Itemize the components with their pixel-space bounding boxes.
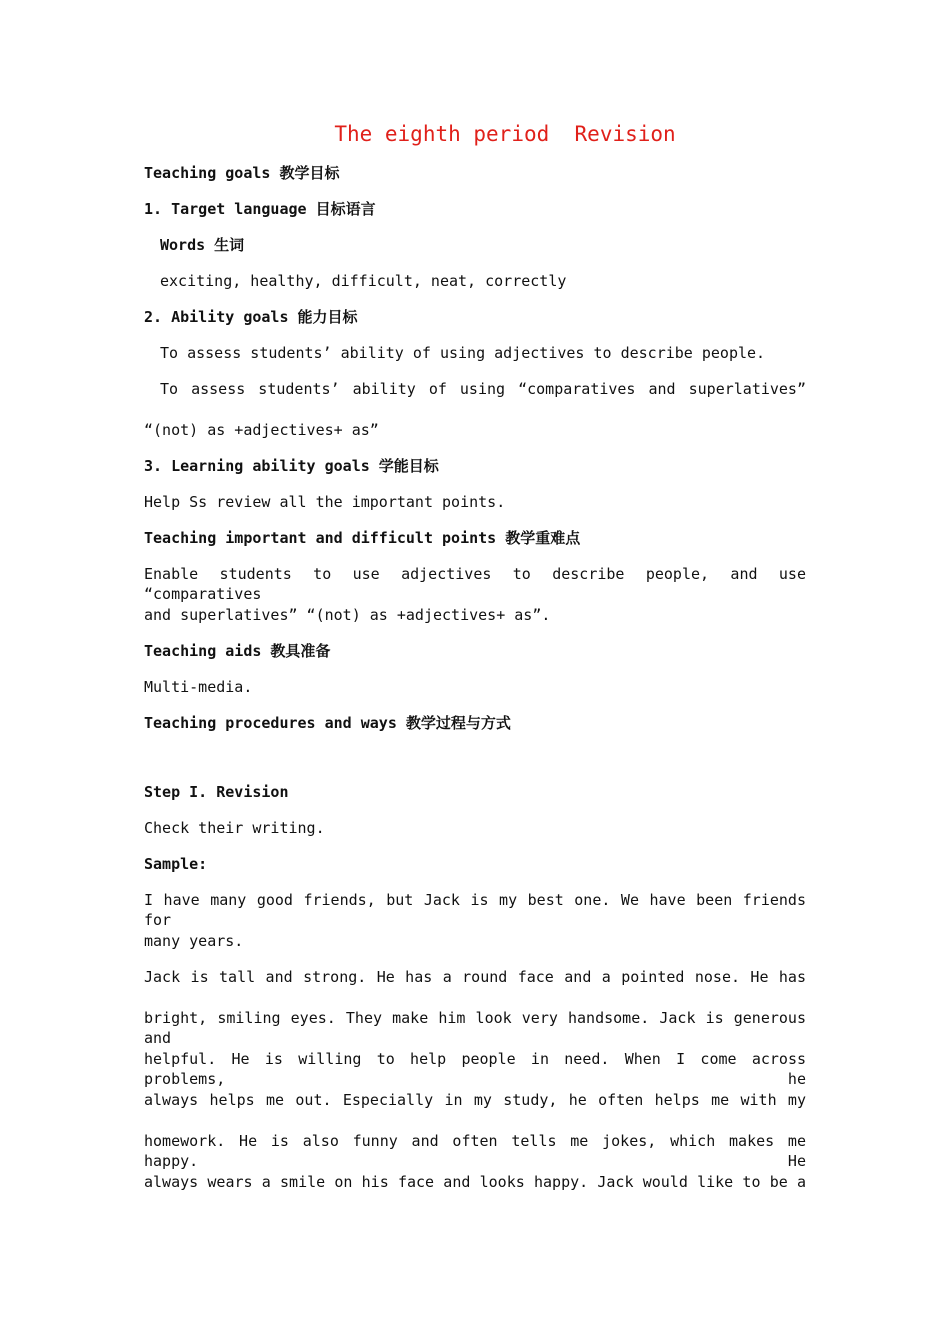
important-points-line-1: Enable students to use adjectives to describe people, and use “comparatives — [144, 565, 806, 603]
sample-paragraph-2-line-4: always helps me out. Especially in my study, he often helps me with my — [144, 1091, 806, 1109]
ability-goal-2: To assess students’ ability of using “comparatives and superlatives” — [160, 380, 806, 398]
sample-paragraph-2-line-6: always wears a smile on his face and looks happy. Jack would like to be a — [144, 1173, 806, 1191]
sample-paragraph-1-line-1: I have many good friends, but Jack is my best one. We have been friends for — [144, 891, 806, 929]
heading-target-language: 1. Target language 目标语言 — [144, 200, 376, 218]
heading-ability-goals: 2. Ability goals 能力目标 — [144, 308, 358, 326]
teaching-aids-text: Multi-media. — [144, 678, 253, 696]
words-list: exciting, healthy, difficult, neat, correctly — [160, 272, 567, 290]
sample-paragraph-2-line-2: bright, smiling eyes. They make him look very handsome. Jack is generous and — [144, 1009, 806, 1047]
heading-teaching-aids: Teaching aids 教具准备 — [144, 642, 331, 660]
heading-learning-goals: 3. Learning ability goals 学能目标 — [144, 457, 439, 475]
sample-paragraph-2-line-1: Jack is tall and strong. He has a round face and a pointed nose. He has — [144, 968, 806, 986]
ability-goal-2-continued: “(not) as +adjectives+ as” — [144, 421, 379, 439]
heading-teaching-goals: Teaching goals 教学目标 — [144, 164, 340, 182]
sample-paragraph-2-line-5: homework. He is also funny and often tells me jokes, which makes me happy. He — [144, 1132, 806, 1170]
check-writing-text: Check their writing. — [144, 819, 325, 837]
heading-sample: Sample: — [144, 855, 208, 873]
heading-words: Words 生词 — [160, 236, 245, 254]
sample-paragraph-2-line-3: helpful. He is willing to help people in need. When I come across problems, he — [144, 1050, 806, 1088]
heading-procedures: Teaching procedures and ways 教学过程与方式 — [144, 714, 511, 732]
heading-important-points: Teaching important and difficult points 教学重难点 — [144, 529, 581, 547]
sample-paragraph-1-line-2: many years. — [144, 932, 244, 950]
ability-goal-1: To assess students’ ability of using adjectives to describe people. — [160, 344, 766, 362]
important-points-line-2: and superlatives” “(not) as +adjectives+ as”. — [144, 606, 551, 624]
document-title: The eighth period Revision — [334, 122, 676, 146]
heading-step-1: Step I. Revision — [144, 783, 289, 801]
learning-goals-text: Help Ss review all the important points. — [144, 493, 506, 511]
